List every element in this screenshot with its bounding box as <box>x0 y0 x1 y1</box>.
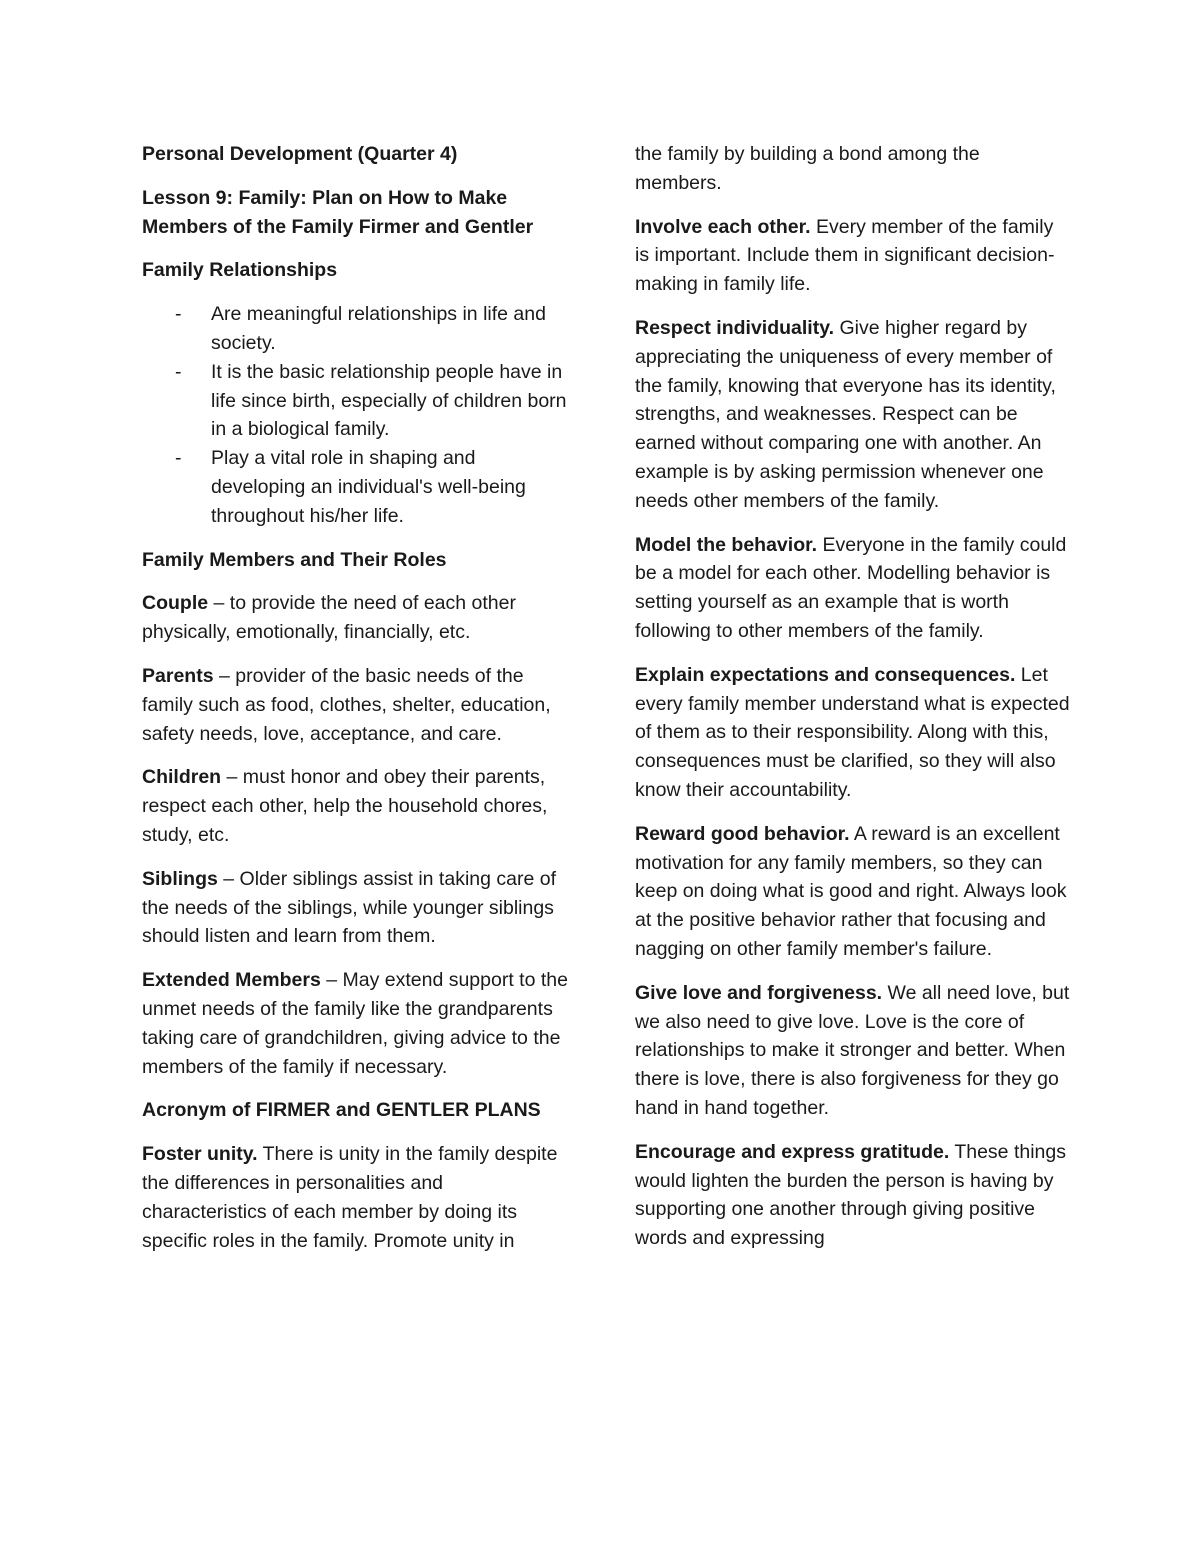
acronym-text: Give higher regard by appreciating the uniqueness of every member of the family, knowing that everyone has its identity, strengths, and weaknesses. Respect can be earned without comparing one with another. An example is by asking permission whenever one needs other members of the family. <box>635 316 1056 512</box>
section-heading-roles: Family Members and Their Roles <box>142 548 447 571</box>
acronym-paragraph-respect <box>635 314 1070 516</box>
list-item-text: It is the basic relationship people have in life since birth, especially of children born in a biological family. <box>211 360 567 441</box>
list-item <box>142 358 570 444</box>
section-heading-family-relationships: Family Relationships <box>142 259 338 282</box>
acronym-term: Explain expectations and consequences. <box>635 663 1016 686</box>
role-paragraph-siblings <box>142 865 570 951</box>
dash-bullet: - <box>175 360 182 383</box>
role-paragraph-parents <box>142 662 570 748</box>
acronym-paragraph-foster-unity <box>142 1140 570 1255</box>
acronym-paragraph-give-love <box>635 979 1070 1123</box>
acronym-text: Everyone in the family could be a model for each other. Modelling behavior is setting yourself as an example that is worth following to other members of the family. <box>635 533 1067 642</box>
acronym-paragraph-explain <box>635 661 1070 805</box>
list-item-text: Are meaningful relationships in life and society. <box>211 303 546 354</box>
list-item-text: Play a vital role in shaping and developing an individual's well-being throughout his/her life. <box>211 447 526 527</box>
acronym-term: Encourage and express gratitude. <box>635 1140 950 1163</box>
acronym-term: Involve each other. <box>635 215 811 238</box>
lesson-title: Lesson 9: Family: Plan on How to Make Members of the Family Firmer and Gentler <box>142 186 534 238</box>
acronym-term: Model the behavior. <box>635 533 818 556</box>
acronym-text: We all need love, but we also need to give love. Love is the core of relationships to make it stronger and better. When there is love, there is also forgiveness for they go hand in hand together. <box>635 981 1070 1119</box>
acronym-paragraph-encourage <box>635 1138 1070 1253</box>
role-term: Siblings <box>142 867 218 890</box>
document-title: Personal Development (Quarter 4) <box>142 143 458 165</box>
acronym-text: These things would lighten the burden the person is having by supporting one another through giving positive words and expressing <box>635 1140 1066 1250</box>
role-paragraph-extended-members <box>142 966 570 1081</box>
acronym-text: A reward is an excellent motivation for any family members, so they can keep on doing what is good and right. Always look at the positive behavior rather that focusing and nagging on other family member's failure. <box>635 822 1067 960</box>
dash-bullet: - <box>175 447 182 470</box>
role-paragraph-children <box>142 763 570 849</box>
acronym-term: Give love and forgiveness. <box>635 981 883 1004</box>
right-column <box>635 140 1070 1268</box>
acronym-text: Let every family member understand what is expected of them as to their responsibility. Along with this, consequences must be clarified, so they will also know their accountability. <box>635 663 1070 801</box>
acronym-text: There is unity in the family despite the differences in personalities and characteristics of each member by doing its specific roles in the family. Promote unity in <box>142 1143 558 1252</box>
role-term: Extended Members <box>142 969 321 992</box>
section-heading-acronym: Acronym of FIRMER and GENTLER PLANS <box>142 1099 541 1122</box>
acronym-paragraph-reward <box>635 820 1070 964</box>
acronym-term: Foster unity. <box>142 1143 258 1166</box>
list-item <box>142 300 570 358</box>
acronym-text: Every member of the family is important. Include them in significant decision-making in family life. <box>635 215 1055 296</box>
role-term: Couple <box>142 592 209 615</box>
role-term: Children <box>142 766 222 789</box>
family-relationships-list <box>142 300 570 530</box>
acronym-term: Respect individuality. <box>635 316 835 339</box>
role-term: Parents <box>142 664 214 687</box>
acronym-paragraph-foster-unity-continued: the family by building a bond among the members. <box>635 143 980 194</box>
left-column <box>142 140 570 1270</box>
role-text: – must honor and obey their parents, respect each other, help the household chores, study, etc. <box>142 766 548 846</box>
acronym-term: Reward good behavior. <box>635 822 850 845</box>
dash-bullet: - <box>175 303 182 326</box>
acronym-paragraph-involve <box>635 213 1070 299</box>
role-text: – to provide the need of each other physically, emotionally, financially, etc. <box>142 592 516 644</box>
role-text: – May extend support to the unmet needs of the family like the grandparents taking care of grandchildren, giving advice to the members of the family if necessary. <box>142 969 568 1078</box>
role-text: – provider of the basic needs of the family such as food, clothes, shelter, education, safety needs, love, acceptance, and care. <box>142 664 551 745</box>
list-item <box>142 444 570 530</box>
acronym-paragraph-model <box>635 531 1070 646</box>
role-text: – Older siblings assist in taking care of the needs of the siblings, while younger siblings should listen and learn from them. <box>142 867 556 948</box>
role-paragraph-couple <box>142 589 570 647</box>
